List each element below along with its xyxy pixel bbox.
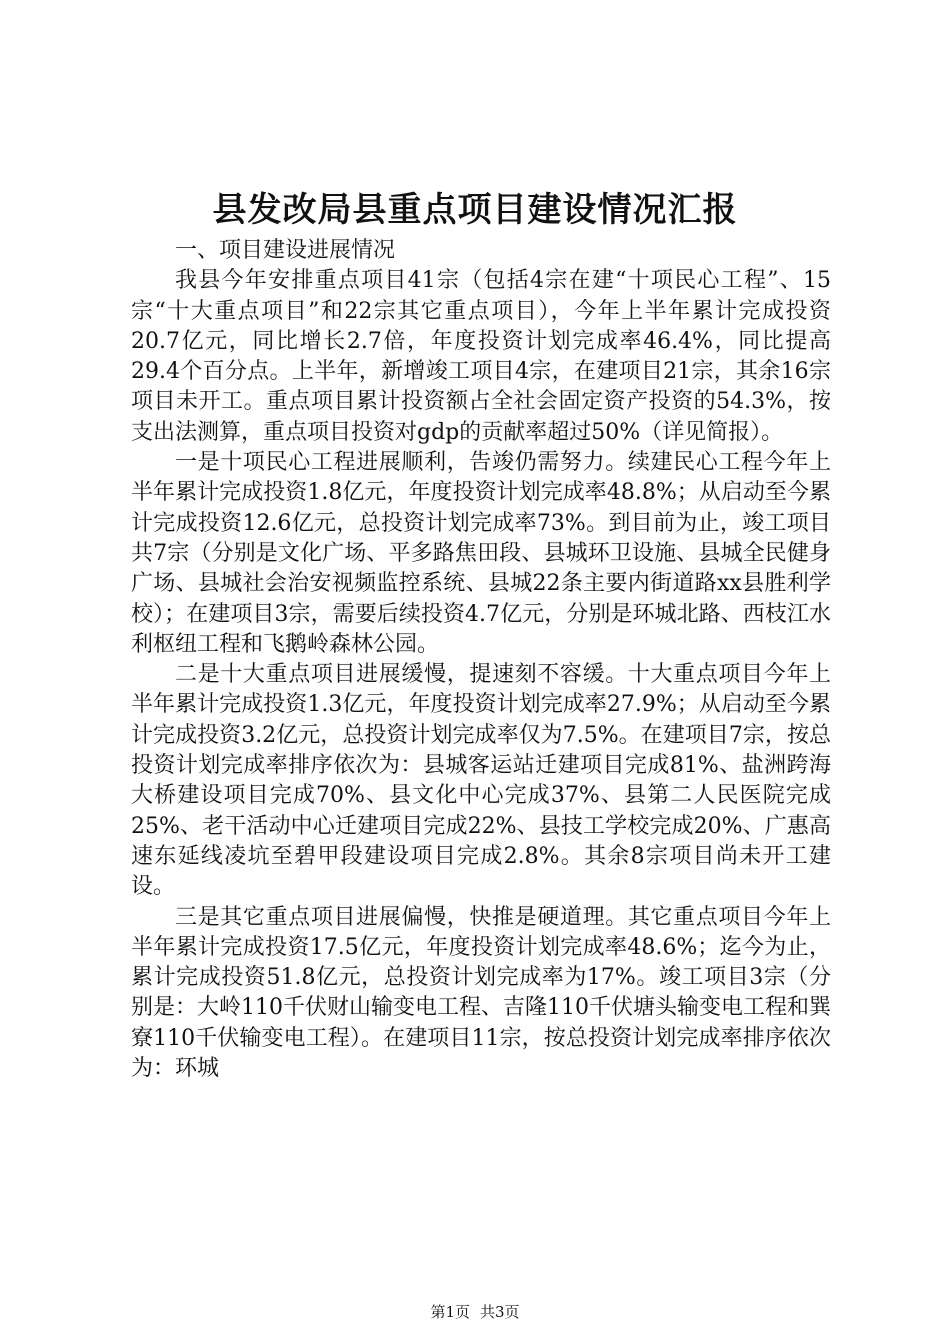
paragraph-overview: 我县今年安排重点项目41宗（包括4宗在建“十项民心工程”、15宗“十大重点项目”和22宗其它重点项目），今年上半年累计完成投资20.7亿元，同比增长2.7倍，年度投资计划完成率46.4%，同比提高29.4个百分点。上半年，新增竣工项目4宗，在建项目21宗，其余16宗项目未开工。重点项目累计投资额占全社会固定资产投资的54.3%，按支出法测算，重点项目投资对gdp的贡献率超过50%（详见简报）。 [131,268,831,445]
document-body [131,236,831,1084]
paragraph-other-projects: 三是其它重点项目进展偏慢，快推是硬道理。其它重点项目今年上半年累计完成投资17.5亿元，年度投资计划完成率48.6%；迄今为止，累计完成投资51.8亿元，总投资计划完成率为17%。竣工项目3宗（分别是：大岭110千伏财山输变电工程、吉隆110千伏塘头输变电工程和巽寮110千伏输变电工程）。在建项目11宗，按总投资计划完成率排序依次为：环城 [131,904,831,1082]
page-number: 第1页 [430,1303,470,1321]
page-total: 共3页 [480,1303,520,1321]
page-footer [0,1302,950,1322]
paragraph-ten-key-projects: 二是十大重点项目进展缓慢，提速刻不容缓。十大重点项目今年上半年累计完成投资1.3亿元，年度投资计划完成率27.9%；从启动至今累计完成投资3.2亿元，总投资计划完成率仅为7.5%。在建项目7宗，按总投资计划完成率排序依次为：县城客运站迁建项目完成81%、盐洲跨海大桥建设项目完成70%、县文化中心完成37%、县第二人民医院完成25%、老干活动中心迁建项目完成22%、县技工学校完成20%、广惠高速东延线凌坑至碧甲段建设项目完成2.8%。其余8宗项目尚未开工建设。 [131,662,831,900]
paragraph-people-projects: 一是十项民心工程进展顺利，告竣仍需努力。续建民心工程今年上半年累计完成投资1.8亿元，年度投资计划完成率48.8%；从启动至今累计完成投资12.6亿元，总投资计划完成率73%。到目前为止，竣工项目共7宗（分别是文化广场、平多路焦田段、县城环卫设施、县城全民健身广场、县城社会治安视频监控系统、县城22条主要内街道路xx县胜利学校）；在建项目3宗，需要后续投资4.7亿元，分别是环城北路、西枝江水利枢纽工程和飞鹅岭森林公园。 [131,450,831,657]
document-title: 县发改局县重点项目建设情况汇报 [212,190,738,230]
section-heading: 一、项目建设进展情况 [175,238,396,263]
